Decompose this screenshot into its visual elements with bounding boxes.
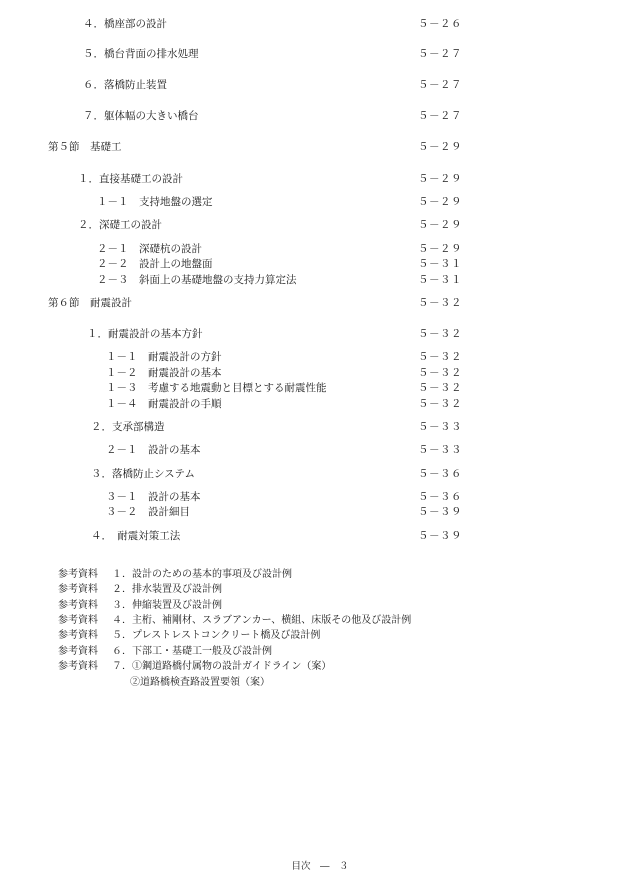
toc-entry-page: ５－３３ [418, 444, 462, 456]
toc-entry [91, 529, 501, 543]
toc-entry-label: ７．躯体幅の大きい橋台 [83, 110, 199, 122]
toc-entry-label: １．直接基礎工の設計 [78, 173, 183, 185]
reference-prefix: 参考資料 [58, 646, 98, 657]
toc-entry-page: ５－２７ [418, 79, 462, 91]
reference-title: ５．プレストレストコンクリート橋及び設計例 [112, 630, 321, 641]
toc-entry [106, 397, 496, 411]
reference-title: ７．①鋼道路橋付属物の設計ガイドライン（案） [112, 661, 332, 672]
toc-entry-label: １－１ 耐震設計の方針 [106, 351, 222, 363]
toc-entry-page: ５－３９ [418, 506, 462, 518]
toc-entry [78, 218, 498, 232]
toc-entry-label: ２－２ 設計上の地盤面 [97, 258, 213, 270]
toc-entry-page: ５－３２ [418, 382, 462, 394]
toc-entry-label: １－３ 考慮する地震動と目標とする耐震性能 [106, 382, 327, 394]
toc-entry-label: ３－１ 設計の基本 [106, 491, 201, 503]
reference-prefix: 参考資料 [58, 615, 98, 626]
toc-entry [97, 242, 497, 256]
reference-item [58, 583, 222, 597]
toc-entry [106, 443, 496, 457]
toc-entry [106, 350, 496, 364]
toc-entry-page: ５－３９ [418, 530, 462, 542]
toc-entry-label: ６．落橋防止装置 [83, 79, 167, 91]
toc-entry [91, 420, 501, 434]
toc-entry-label: １－４ 耐震設計の手順 [106, 398, 222, 410]
toc-entry-label: ４．橋座部の設計 [83, 18, 167, 30]
toc-entry [106, 490, 496, 504]
toc-entry-page: ５－２９ [418, 141, 462, 153]
toc-entry-label: ２．深礎工の設計 [78, 219, 162, 231]
toc-entry [87, 327, 497, 341]
toc-entry [78, 172, 498, 186]
toc-entry-label: ５．橋台背面の排水処理 [83, 48, 199, 60]
toc-entry-page: ５－２９ [418, 173, 462, 185]
toc-entry [91, 467, 501, 481]
toc-entry-page: ５－２６ [418, 18, 462, 30]
toc-entry [97, 257, 497, 271]
toc-entry-label: ４． 耐震対策工法 [91, 530, 181, 542]
toc-entry-label: ２－１ 設計の基本 [106, 444, 201, 456]
toc-entry-page: ５－３２ [418, 328, 462, 340]
reference-title: ２．排水装置及び設計例 [112, 584, 222, 595]
reference-title: １．設計のための基本的事項及び設計例 [112, 569, 292, 580]
toc-entry-label: 第６節 耐震設計 [48, 297, 132, 309]
toc-entry [97, 195, 497, 209]
toc-entry-page: ５－２９ [418, 196, 462, 208]
toc-entry-label: １－２ 耐震設計の基本 [106, 367, 222, 379]
reference-continuation: ②道路橋検査路設置要領（案） [130, 677, 270, 688]
toc-entry-page: ５－２７ [418, 110, 462, 122]
toc-section-heading [48, 296, 488, 310]
toc-section-heading [48, 140, 488, 154]
reference-item [58, 660, 331, 674]
toc-entry [83, 109, 483, 123]
toc-entry-page: ５－２９ [418, 243, 462, 255]
toc-entry [83, 78, 483, 92]
toc-entry [106, 505, 496, 519]
toc-entry-label: １．耐震設計の基本方針 [87, 328, 203, 340]
reference-prefix: 参考資料 [58, 661, 98, 672]
toc-entry-page: ５－２９ [418, 219, 462, 231]
toc-entry-page: ５－３２ [418, 351, 462, 363]
toc-entry-page: ５－２７ [418, 48, 462, 60]
toc-entry-label: ２．支承部構造 [91, 421, 165, 433]
reference-item [58, 645, 272, 659]
reference-item [58, 614, 411, 628]
toc-entry-label: ３．落橋防止システム [91, 468, 195, 480]
toc-entry-page: ５－３１ [418, 258, 462, 270]
toc-entry [83, 17, 483, 31]
toc-entry [97, 273, 497, 287]
reference-prefix: 参考資料 [58, 600, 98, 611]
toc-entry-label: １－１ 支持地盤の選定 [97, 196, 213, 208]
toc-entry-page: ５－３２ [418, 398, 462, 410]
toc-entry-page: ５－３１ [418, 274, 462, 286]
toc-entry-label: 第５節 基礎工 [48, 141, 122, 153]
toc-entry-label: ３－２ 設計細目 [106, 506, 190, 518]
toc-entry [83, 47, 483, 61]
toc-entry-label: ２－３ 斜面上の基礎地盤の支持力算定法 [97, 274, 297, 286]
toc-entry-page: ５－３６ [418, 468, 462, 480]
reference-prefix: 参考資料 [58, 584, 98, 595]
reference-title: ６．下部工・基礎工一般及び設計例 [112, 646, 272, 657]
reference-title: ４．主桁、補剛材、スラブアンカー、横組、床版その他及び設計例 [112, 615, 412, 626]
page-footer: 目次 ― ３ [291, 861, 349, 872]
toc-entry [106, 366, 496, 380]
toc-entry-page: ５－３６ [418, 491, 462, 503]
toc-entry-page: ５－３２ [418, 367, 462, 379]
reference-item [58, 599, 222, 613]
reference-title: ３．伸縮装置及び設計例 [112, 600, 222, 611]
reference-item [58, 629, 320, 643]
reference-prefix: 参考資料 [58, 569, 98, 580]
reference-prefix: 参考資料 [58, 630, 98, 641]
toc-entry-page: ５－３２ [418, 297, 462, 309]
toc-entry-label: ２－１ 深礎杭の設計 [97, 243, 202, 255]
toc-entry [106, 381, 496, 395]
toc-entry-page: ５－３３ [418, 421, 462, 433]
reference-item [58, 568, 292, 582]
